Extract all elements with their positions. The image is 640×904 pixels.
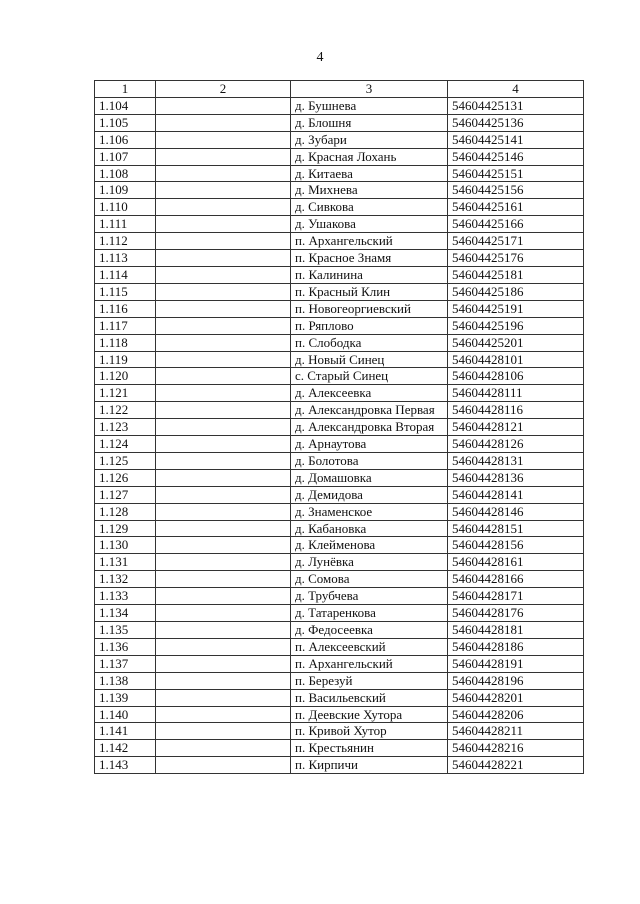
row-number-cell: 1.129 [95,520,156,537]
table-row [95,740,584,757]
table-row [95,266,584,283]
oktmo-code-cell: 54604428186 [448,638,584,655]
settlement-name-cell: п. Красный Клин [291,283,448,300]
settlement-name-cell: д. Сомова [291,571,448,588]
oktmo-code-cell: 54604425201 [448,334,584,351]
header-row [95,81,584,98]
settlement-name-cell: д. Александровка Вторая [291,419,448,436]
row-number-cell: 1.109 [95,182,156,199]
column-2-cell [156,588,291,605]
row-number-cell: 1.136 [95,638,156,655]
oktmo-code-cell: 54604425146 [448,148,584,165]
settlement-name-cell: д. Алексеевка [291,385,448,402]
settlement-name-cell: д. Новый Синец [291,351,448,368]
table-row [95,537,584,554]
table-row [95,114,584,131]
settlement-name-cell: п. Крестьянин [291,740,448,757]
settlement-name-cell: д. Кабановка [291,520,448,537]
column-2-cell [156,757,291,774]
table-row [95,571,584,588]
row-number-cell: 1.119 [95,351,156,368]
table-row [95,148,584,165]
table-body [95,97,584,773]
column-2-cell [156,199,291,216]
table-row [95,131,584,148]
row-number-cell: 1.126 [95,469,156,486]
oktmo-code-cell: 54604428136 [448,469,584,486]
oktmo-code-cell: 54604425161 [448,199,584,216]
oktmo-code-cell: 54604425176 [448,250,584,267]
column-2-cell [156,469,291,486]
row-number-cell: 1.104 [95,97,156,114]
settlement-name-cell: д. Зубари [291,131,448,148]
oktmo-code-cell: 54604425151 [448,165,584,182]
table-row [95,655,584,672]
oktmo-code-cell: 54604428206 [448,706,584,723]
row-number-cell: 1.124 [95,436,156,453]
row-number-cell: 1.116 [95,300,156,317]
oktmo-code-cell: 54604428151 [448,520,584,537]
table-row [95,605,584,622]
column-2-cell [156,571,291,588]
settlements-table [94,80,584,774]
oktmo-code-cell: 54604428116 [448,402,584,419]
oktmo-code-cell: 54604428126 [448,436,584,453]
table-row [95,638,584,655]
oktmo-code-cell: 54604428216 [448,740,584,757]
column-2-cell [156,672,291,689]
oktmo-code-cell: 54604425181 [448,266,584,283]
column-2-cell [156,351,291,368]
row-number-cell: 1.133 [95,588,156,605]
settlement-name-cell: д. Бушнева [291,97,448,114]
oktmo-code-cell: 54604428166 [448,571,584,588]
table-row [95,233,584,250]
row-number-cell: 1.130 [95,537,156,554]
settlement-name-cell: п. Деевские Хутора [291,706,448,723]
table-header [95,81,584,98]
table-row [95,452,584,469]
row-number-cell: 1.140 [95,706,156,723]
row-number-cell: 1.139 [95,689,156,706]
oktmo-code-cell: 54604428106 [448,368,584,385]
table-row [95,622,584,639]
row-number-cell: 1.134 [95,605,156,622]
row-number-cell: 1.121 [95,385,156,402]
table-row [95,334,584,351]
column-2-cell [156,266,291,283]
column-2-cell [156,723,291,740]
oktmo-code-cell: 54604425191 [448,300,584,317]
column-2-cell [156,503,291,520]
oktmo-code-cell: 54604428131 [448,452,584,469]
settlement-name-cell: д. Ушакова [291,216,448,233]
row-number-cell: 1.138 [95,672,156,689]
table-row [95,182,584,199]
table-row [95,706,584,723]
column-2-cell [156,486,291,503]
row-number-cell: 1.128 [95,503,156,520]
table-row [95,351,584,368]
row-number-cell: 1.123 [95,419,156,436]
table-row [95,199,584,216]
oktmo-code-cell: 54604425136 [448,114,584,131]
row-number-cell: 1.114 [95,266,156,283]
oktmo-code-cell: 54604428196 [448,672,584,689]
oktmo-code-cell: 54604428176 [448,605,584,622]
table-row [95,97,584,114]
oktmo-code-cell: 54604428121 [448,419,584,436]
settlement-name-cell: п. Слободка [291,334,448,351]
column-2-cell [156,317,291,334]
oktmo-code-cell: 54604425171 [448,233,584,250]
column-2-cell [156,436,291,453]
row-number-cell: 1.137 [95,655,156,672]
column-2-cell [156,706,291,723]
settlement-name-cell: д. Арнаутова [291,436,448,453]
table-row [95,165,584,182]
column-2-cell [156,622,291,639]
oktmo-code-cell: 54604428141 [448,486,584,503]
column-2-cell [156,334,291,351]
column-2-cell [156,182,291,199]
table-row [95,283,584,300]
oktmo-code-cell: 54604428146 [448,503,584,520]
column-2-cell [156,148,291,165]
row-number-cell: 1.122 [95,402,156,419]
table-row [95,588,584,605]
settlement-name-cell: п. Новогеоргиевский [291,300,448,317]
oktmo-code-cell: 54604428181 [448,622,584,639]
column-2-cell [156,638,291,655]
column-2-cell [156,250,291,267]
settlement-name-cell: д. Блошня [291,114,448,131]
settlement-name-cell: п. Кривой Хутор [291,723,448,740]
settlement-name-cell: д. Михнева [291,182,448,199]
column-2-cell [156,233,291,250]
table-row [95,486,584,503]
settlement-name-cell: п. Архангельский [291,655,448,672]
column-2-cell [156,689,291,706]
settlement-name-cell: п. Калинина [291,266,448,283]
oktmo-code-cell: 54604428201 [448,689,584,706]
column-2-cell [156,283,291,300]
oktmo-code-cell: 54604428221 [448,757,584,774]
settlement-name-cell: д. Демидова [291,486,448,503]
row-number-cell: 1.111 [95,216,156,233]
settlement-name-cell: д. Трубчева [291,588,448,605]
row-number-cell: 1.117 [95,317,156,334]
table-row [95,503,584,520]
row-number-cell: 1.125 [95,452,156,469]
table-row [95,672,584,689]
table-row [95,250,584,267]
settlement-name-cell: д. Домашовка [291,469,448,486]
settlement-name-cell: д. Болотова [291,452,448,469]
column-2-cell [156,300,291,317]
table-row [95,385,584,402]
row-number-cell: 1.106 [95,131,156,148]
row-number-cell: 1.113 [95,250,156,267]
oktmo-code-cell: 54604428191 [448,655,584,672]
table-row [95,419,584,436]
table-row [95,402,584,419]
row-number-cell: 1.131 [95,554,156,571]
column-2-cell [156,131,291,148]
row-number-cell: 1.142 [95,740,156,757]
settlement-name-cell: п. Березуй [291,672,448,689]
row-number-cell: 1.115 [95,283,156,300]
settlement-name-cell: д. Сивкова [291,199,448,216]
column-2-cell [156,554,291,571]
row-number-cell: 1.110 [95,199,156,216]
header-cell-4: 4 [448,81,584,98]
column-2-cell [156,419,291,436]
table-row [95,723,584,740]
row-number-cell: 1.132 [95,571,156,588]
row-number-cell: 1.143 [95,757,156,774]
settlement-name-cell: с. Старый Синец [291,368,448,385]
column-2-cell [156,402,291,419]
oktmo-code-cell: 54604428171 [448,588,584,605]
row-number-cell: 1.108 [95,165,156,182]
column-2-cell [156,216,291,233]
oktmo-code-cell: 54604425186 [448,283,584,300]
table-row [95,757,584,774]
settlement-name-cell: д. Красная Лохань [291,148,448,165]
column-2-cell [156,97,291,114]
column-2-cell [156,740,291,757]
column-2-cell [156,385,291,402]
column-2-cell [156,368,291,385]
row-number-cell: 1.118 [95,334,156,351]
settlement-name-cell: п. Красное Знамя [291,250,448,267]
oktmo-code-cell: 54604425156 [448,182,584,199]
row-number-cell: 1.135 [95,622,156,639]
settlement-name-cell: д. Клейменова [291,537,448,554]
header-cell-3: 3 [291,81,448,98]
table-row [95,368,584,385]
table-row [95,520,584,537]
settlement-name-cell: п. Кирпичи [291,757,448,774]
oktmo-code-cell: 54604425141 [448,131,584,148]
settlement-name-cell: д. Лунёвка [291,554,448,571]
oktmo-code-cell: 54604425131 [448,97,584,114]
row-number-cell: 1.112 [95,233,156,250]
row-number-cell: 1.120 [95,368,156,385]
table-row [95,300,584,317]
oktmo-code-cell: 54604428101 [448,351,584,368]
settlement-name-cell: п. Архангельский [291,233,448,250]
column-2-cell [156,114,291,131]
header-cell-2: 2 [156,81,291,98]
table-row [95,436,584,453]
settlement-name-cell: п. Алексеевский [291,638,448,655]
oktmo-code-cell: 54604425196 [448,317,584,334]
settlement-name-cell: п. Ряплово [291,317,448,334]
table-row [95,216,584,233]
settlement-name-cell: д. Федосеевка [291,622,448,639]
settlement-name-cell: п. Васильевский [291,689,448,706]
table-row [95,317,584,334]
column-2-cell [156,165,291,182]
oktmo-code-cell: 54604428156 [448,537,584,554]
oktmo-code-cell: 54604425166 [448,216,584,233]
row-number-cell: 1.107 [95,148,156,165]
table-row [95,469,584,486]
column-2-cell [156,520,291,537]
column-2-cell [156,655,291,672]
settlement-name-cell: д. Александровка Первая [291,402,448,419]
column-2-cell [156,452,291,469]
table-row [95,689,584,706]
row-number-cell: 1.127 [95,486,156,503]
oktmo-code-cell: 54604428111 [448,385,584,402]
settlement-name-cell: д. Татаренкова [291,605,448,622]
settlement-name-cell: д. Китаева [291,165,448,182]
row-number-cell: 1.105 [95,114,156,131]
page-number: 4 [316,50,324,65]
column-2-cell [156,537,291,554]
column-2-cell [156,605,291,622]
table-row [95,554,584,571]
row-number-cell: 1.141 [95,723,156,740]
settlement-name-cell: д. Знаменское [291,503,448,520]
header-cell-1: 1 [95,81,156,98]
oktmo-code-cell: 54604428211 [448,723,584,740]
oktmo-code-cell: 54604428161 [448,554,584,571]
